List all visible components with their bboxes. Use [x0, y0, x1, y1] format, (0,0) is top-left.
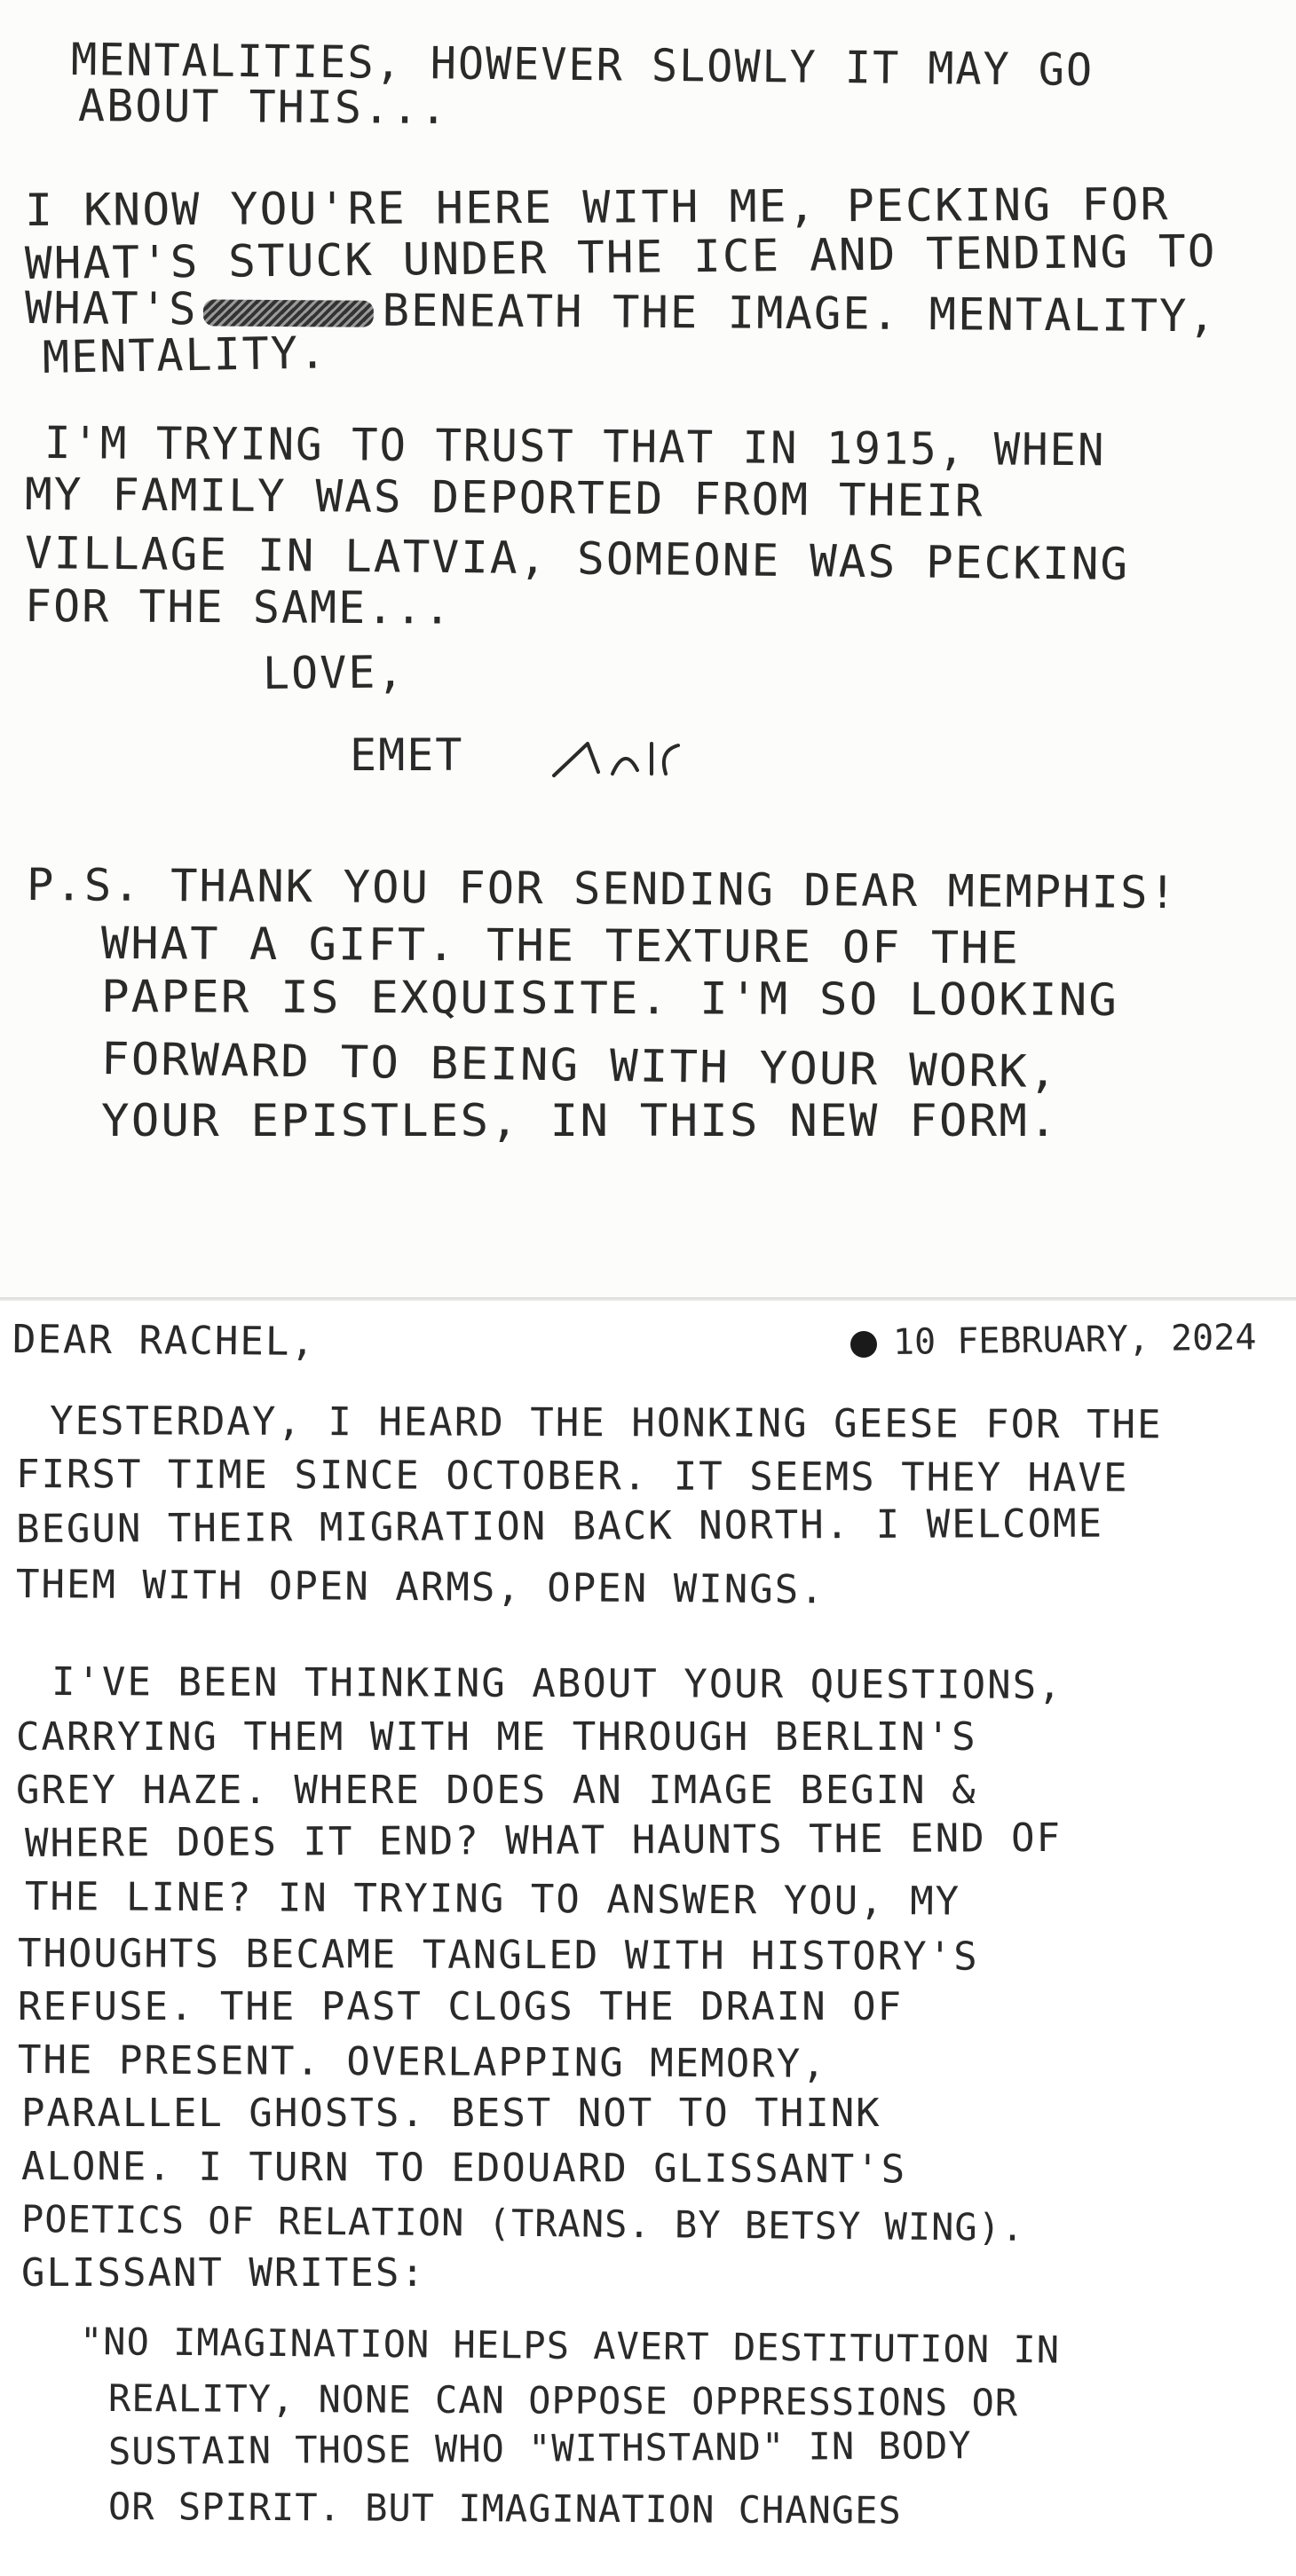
quote-line: SUSTAIN THOSE WHO "WITHSTAND" IN BODY [107, 2423, 972, 2473]
quote-line: OR SPIRIT. BUT IMAGINATION CHANGES [107, 2485, 902, 2533]
text-line: PARALLEL GHOSTS. BEST NOT TO THINK [21, 2091, 881, 2136]
text-line: THE PRESENT. OVERLAPPING MEMORY, [17, 2037, 827, 2087]
postscript-line: P.S. THANK YOU FOR SENDING DEAR MEMPHIS! [26, 859, 1179, 919]
text-line: MENTALITY. [42, 327, 328, 383]
text-line: CARRYING THEM WITH ME THROUGH BERLIN'S [16, 1714, 977, 1760]
postscript-line: WHAT A GIFT. THE TEXTURE OF THE [100, 918, 1021, 974]
closing: LOVE, [262, 646, 406, 699]
sender-name: EMET [350, 729, 464, 781]
text-line: THEM WITH OPEN ARMS, OPEN WINGS. [15, 1562, 826, 1613]
text-line: I'M TRYING TO TRUST THAT IN 1915, WHEN [43, 417, 1106, 477]
postscript-line: PAPER IS EXQUISITE. I'M SO LOOKING [100, 971, 1119, 1027]
text-line: ABOUT THIS... [77, 80, 449, 134]
crossed-out-word [202, 299, 373, 327]
signature-scribble [549, 729, 691, 783]
text-line: REFUSE. THE PAST CLOGS THE DRAIN OF [18, 1984, 904, 2029]
text-line: YESTERDAY, I HEARD THE HONKING GEESE FOR THE [49, 1398, 1163, 1448]
salutation: DEAR RACHEL, [12, 1317, 317, 1365]
quote-line: REALITY, NONE CAN OPPOSE OPPRESSIONS OR [107, 2376, 1019, 2425]
quote-line: "NO IMAGINATION HELPS AVERT DESTITUTION IN [79, 2320, 1061, 2372]
text-line: FIRST TIME SINCE OCTOBER. IT SEEMS THEY HAVE [15, 1452, 1129, 1501]
text-line: WHERE DOES IT END? WHAT HAUNTS THE END OF [24, 1815, 1063, 1866]
text-line: ALONE. I TURN TO EDOUARD GLISSANT'S [20, 2144, 907, 2193]
text-line: BEGUN THEIR MIGRATION BACK NORTH. I WELCOME [15, 1501, 1104, 1552]
text-fragment: BENEATH THE IMAGE. MENTALITY, [382, 284, 1218, 343]
text-line: MENTALITIES, HOWEVER SLOWLY IT MAY GO [70, 34, 1094, 97]
text-line: FOR THE SAME... [24, 580, 453, 634]
letter-page-bottom [0, 1301, 1296, 2576]
text-line: THE LINE? IN TRYING TO ANSWER YOU, MY [24, 1874, 961, 1925]
bullet-dot-icon [850, 1331, 877, 1358]
text-line: I KNOW YOU'RE HERE WITH ME, PECKING FOR [24, 178, 1170, 236]
letter-date: 10 FEBRUARY, 2024 [892, 1317, 1257, 1363]
text-line: GLISSANT WRITES: [21, 2250, 426, 2296]
text-line: POETICS OF RELATION (TRANS. BY BETSY WING). [20, 2197, 1025, 2249]
postscript-line: FORWARD TO BEING WITH YOUR WORK, [100, 1033, 1059, 1099]
text-line: THOUGHTS BECAME TANGLED WITH HISTORY'S [17, 1931, 979, 1980]
text-line: GREY HAZE. WHERE DOES AN IMAGE BEGIN & [16, 1768, 977, 1813]
text-line: MY FAMILY WAS DEPORTED FROM THEIR [24, 469, 984, 527]
text-fragment: WHAT'S [24, 282, 198, 335]
text-line: I'VE BEEN THINKING ABOUT YOUR QUESTIONS, [51, 1659, 1063, 1708]
postscript-line: YOUR EPISTLES, IN THIS NEW FORM. [101, 1095, 1059, 1146]
text-line: WHAT'S STUCK UNDER THE ICE AND TENDING TO [24, 225, 1217, 289]
text-line: VILLAGE IN LATVIA, SOMEONE WAS PECKING [24, 527, 1130, 591]
